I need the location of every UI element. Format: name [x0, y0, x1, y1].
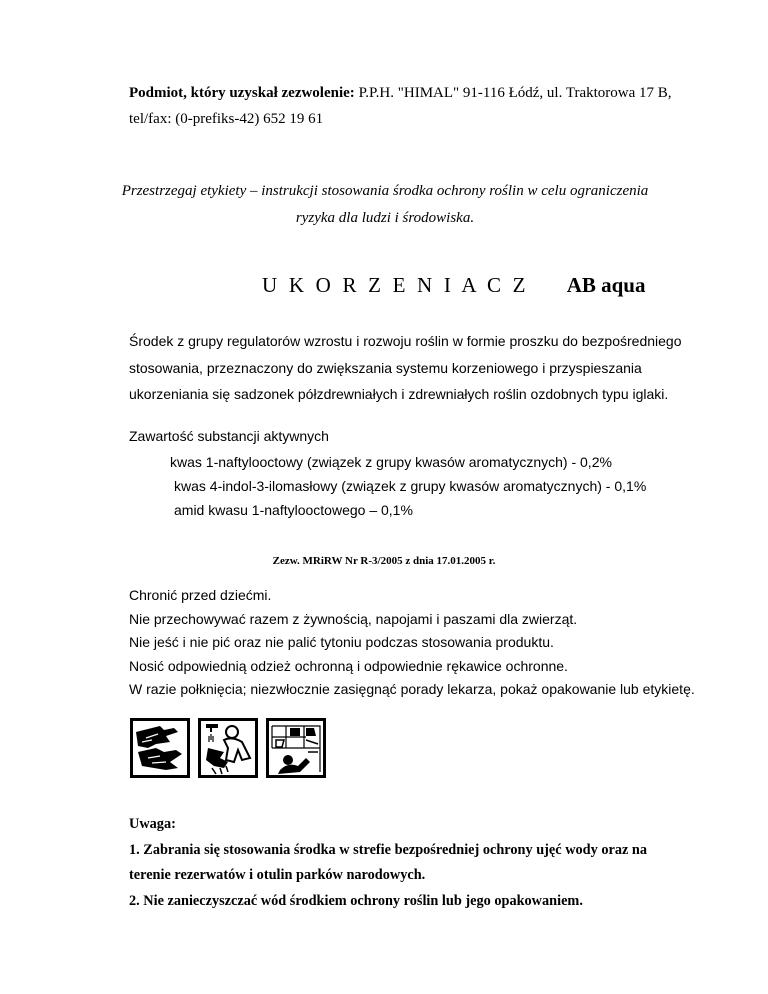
permit-holder-phone: tel/fax: (0-prefiks-42) 652 19 61 [129, 111, 324, 127]
note-line-2: terenie rezerwatów i otulin parków narodowych. [129, 867, 426, 884]
safety-pictograms [130, 718, 326, 778]
safety-warnings [129, 584, 749, 702]
active-substance-1: kwas 1-naftylooctowy (związek z grupy kwasów aromatycznych) - 0,2% [170, 454, 612, 470]
note-section [129, 812, 729, 914]
wash-hands-pictogram-icon [198, 718, 258, 778]
warning-line: W razie połknięcia; niezwłocznie zasięgnąć porady lekarza, pokaż opakowanie lub etykietę. [129, 681, 695, 697]
active-substance-3: amid kwasu 1-naftylooctowego – 0,1% [174, 502, 413, 518]
product-name: U K O R Z E N I A C Z [262, 273, 529, 297]
description-line-3: ukorzeniania się sadzonek półzdrewniałych i zdrewniałych roślin ozdobnych typu iglaki. [129, 386, 669, 402]
product-title [262, 273, 645, 298]
warning-line: Nosić odpowiednią odzież ochronną i odpowiednie rękawice ochronne. [129, 657, 568, 674]
keep-from-children-pictogram-icon [266, 718, 326, 778]
note-line-3: 2. Nie zanieczyszczać wód środkiem ochrony roślin lub jego opakowaniem. [129, 892, 583, 909]
active-substance-2: kwas 4-indol-3-ilomasłowy (związek z grupy kwasów aromatycznych) - 0,1% [174, 478, 647, 494]
caution-line-1: Przestrzegaj etykiety – instrukcji stosowania środka ochrony roślin w celu ograniczenia [121, 183, 649, 199]
product-variant: AB aqua [566, 273, 646, 297]
warning-line: Nie jeść i nie pić oraz nie palić tytoniu podczas stosowania produktu. [129, 634, 554, 650]
permit-number: Zezw. MRiRW Nr R-3/2005 z dnia 17.01.2005 r. [272, 555, 496, 567]
permit-holder [129, 80, 709, 132]
active-substances-title: Zawartość substancji aktywnych [129, 428, 329, 444]
permit-holder-label: Podmiot, który uzyskał zezwolenie: [129, 85, 355, 101]
product-description [129, 328, 729, 408]
note-line-1: 1. Zabrania się stosowania środka w strefie bezpośredniej ochrony ujęć wody oraz na [129, 841, 648, 858]
permit-holder-company: P.P.H. "HIMAL" 91-116 Łódź, ul. Traktorowa 17 B, [354, 85, 672, 101]
note-title: Uwaga: [129, 816, 176, 832]
warning-line: Nie przechowywać razem z żywnością, napojami i paszami dla zwierząt. [129, 610, 578, 627]
gloves-pictogram-icon [130, 718, 190, 778]
caution-line-2: ryzyka dla ludzi i środowiska. [295, 210, 475, 226]
label-caution [90, 178, 680, 232]
description-line-1: Środek z grupy regulatorów wzrostu i rozwoju roślin w formie proszku do bezpośredniego [129, 333, 682, 349]
permit-holder-line1 [129, 80, 709, 106]
description-line-2: stosowania, przeznaczony do zwiększania systemu korzeniowego i przyspieszania [129, 359, 642, 376]
warning-line: Chronić przed dziećmi. [129, 587, 272, 603]
